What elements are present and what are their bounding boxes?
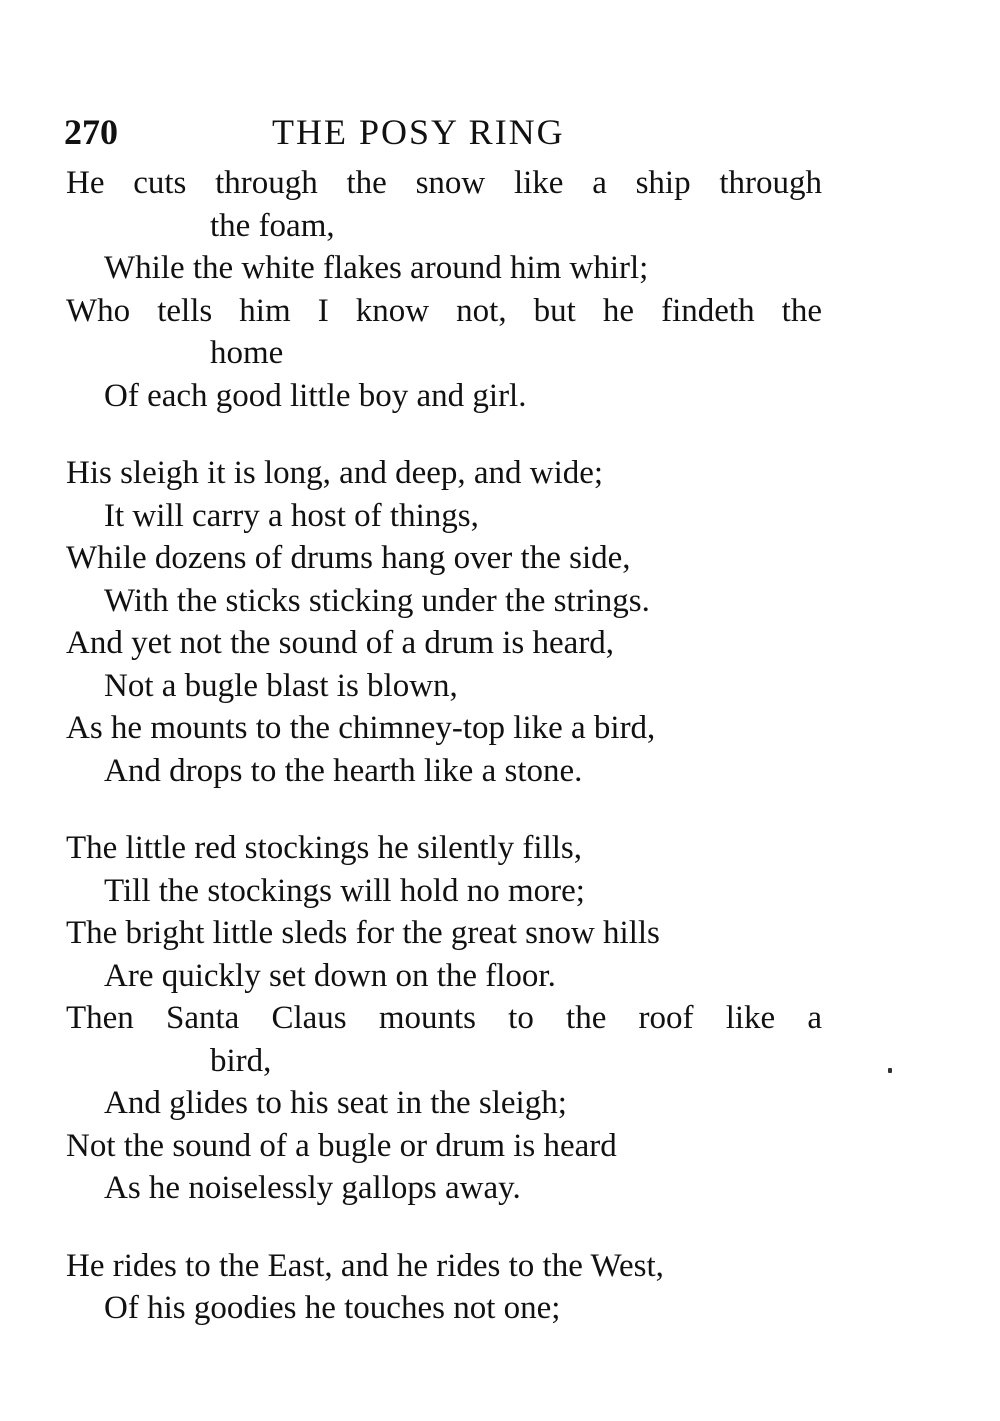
page-header <box>64 108 764 156</box>
poem-line: Of his goodies he touches not one; <box>104 1290 561 1326</box>
poem-line: His sleigh it is long, and deep, and wide; <box>66 455 604 491</box>
poem-line: Are quickly set down on the floor. <box>104 957 556 994</box>
poem-line: While the white flakes around him whirl; <box>104 250 649 286</box>
poem-line: And yet not the sound of a drum is heard, <box>66 625 615 661</box>
poem-line: The bright little sleds for the great snow hills <box>66 915 660 951</box>
poem-line: He rides to the East, and he rides to the West, <box>66 1247 664 1284</box>
poem-line: It will carry a host of things, <box>104 497 479 534</box>
stanza-4 <box>66 1245 826 1330</box>
poem-line: Then Santa Claus mounts to the roof like a <box>66 1000 822 1036</box>
poem-line: Who tells him I know not, but he findeth the <box>66 292 822 329</box>
poem-line: While dozens of drums hang over the side, <box>66 540 631 576</box>
poem-body <box>66 162 826 1330</box>
poem-line: And glides to his seat in the sleigh; <box>104 1085 567 1121</box>
poem-line: And drops to the hearth like a stone. <box>104 752 583 789</box>
poem-line-runover: home <box>210 335 284 371</box>
poem-line: With the sticks sticking under the strings. <box>104 582 650 619</box>
ink-speck <box>888 1068 892 1073</box>
poem-line: Not the sound of a bugle or drum is heard <box>66 1127 617 1164</box>
poem-line-runover: the foam, <box>210 207 335 244</box>
running-title: THE POSY RING <box>272 112 565 152</box>
poem-line: He cuts through the snow like a ship through <box>66 165 822 201</box>
poem-line-runover: bird, <box>210 1042 272 1079</box>
page-number: 270 <box>64 112 118 152</box>
stanza-2 <box>66 452 826 792</box>
stanza-1 <box>66 162 826 417</box>
poem-line: Till the stockings will hold no more; <box>104 872 585 909</box>
poem-line: Not a bugle blast is blown, <box>104 667 458 704</box>
poem-line: The little red stockings he silently fills, <box>66 830 582 866</box>
poem-line: Of each good little boy and girl. <box>104 377 527 414</box>
poem-line: As he mounts to the chimney-top like a bird, <box>66 710 656 746</box>
poem-line: As he noiselessly gallops away. <box>104 1170 521 1206</box>
stanza-3 <box>66 827 826 1210</box>
